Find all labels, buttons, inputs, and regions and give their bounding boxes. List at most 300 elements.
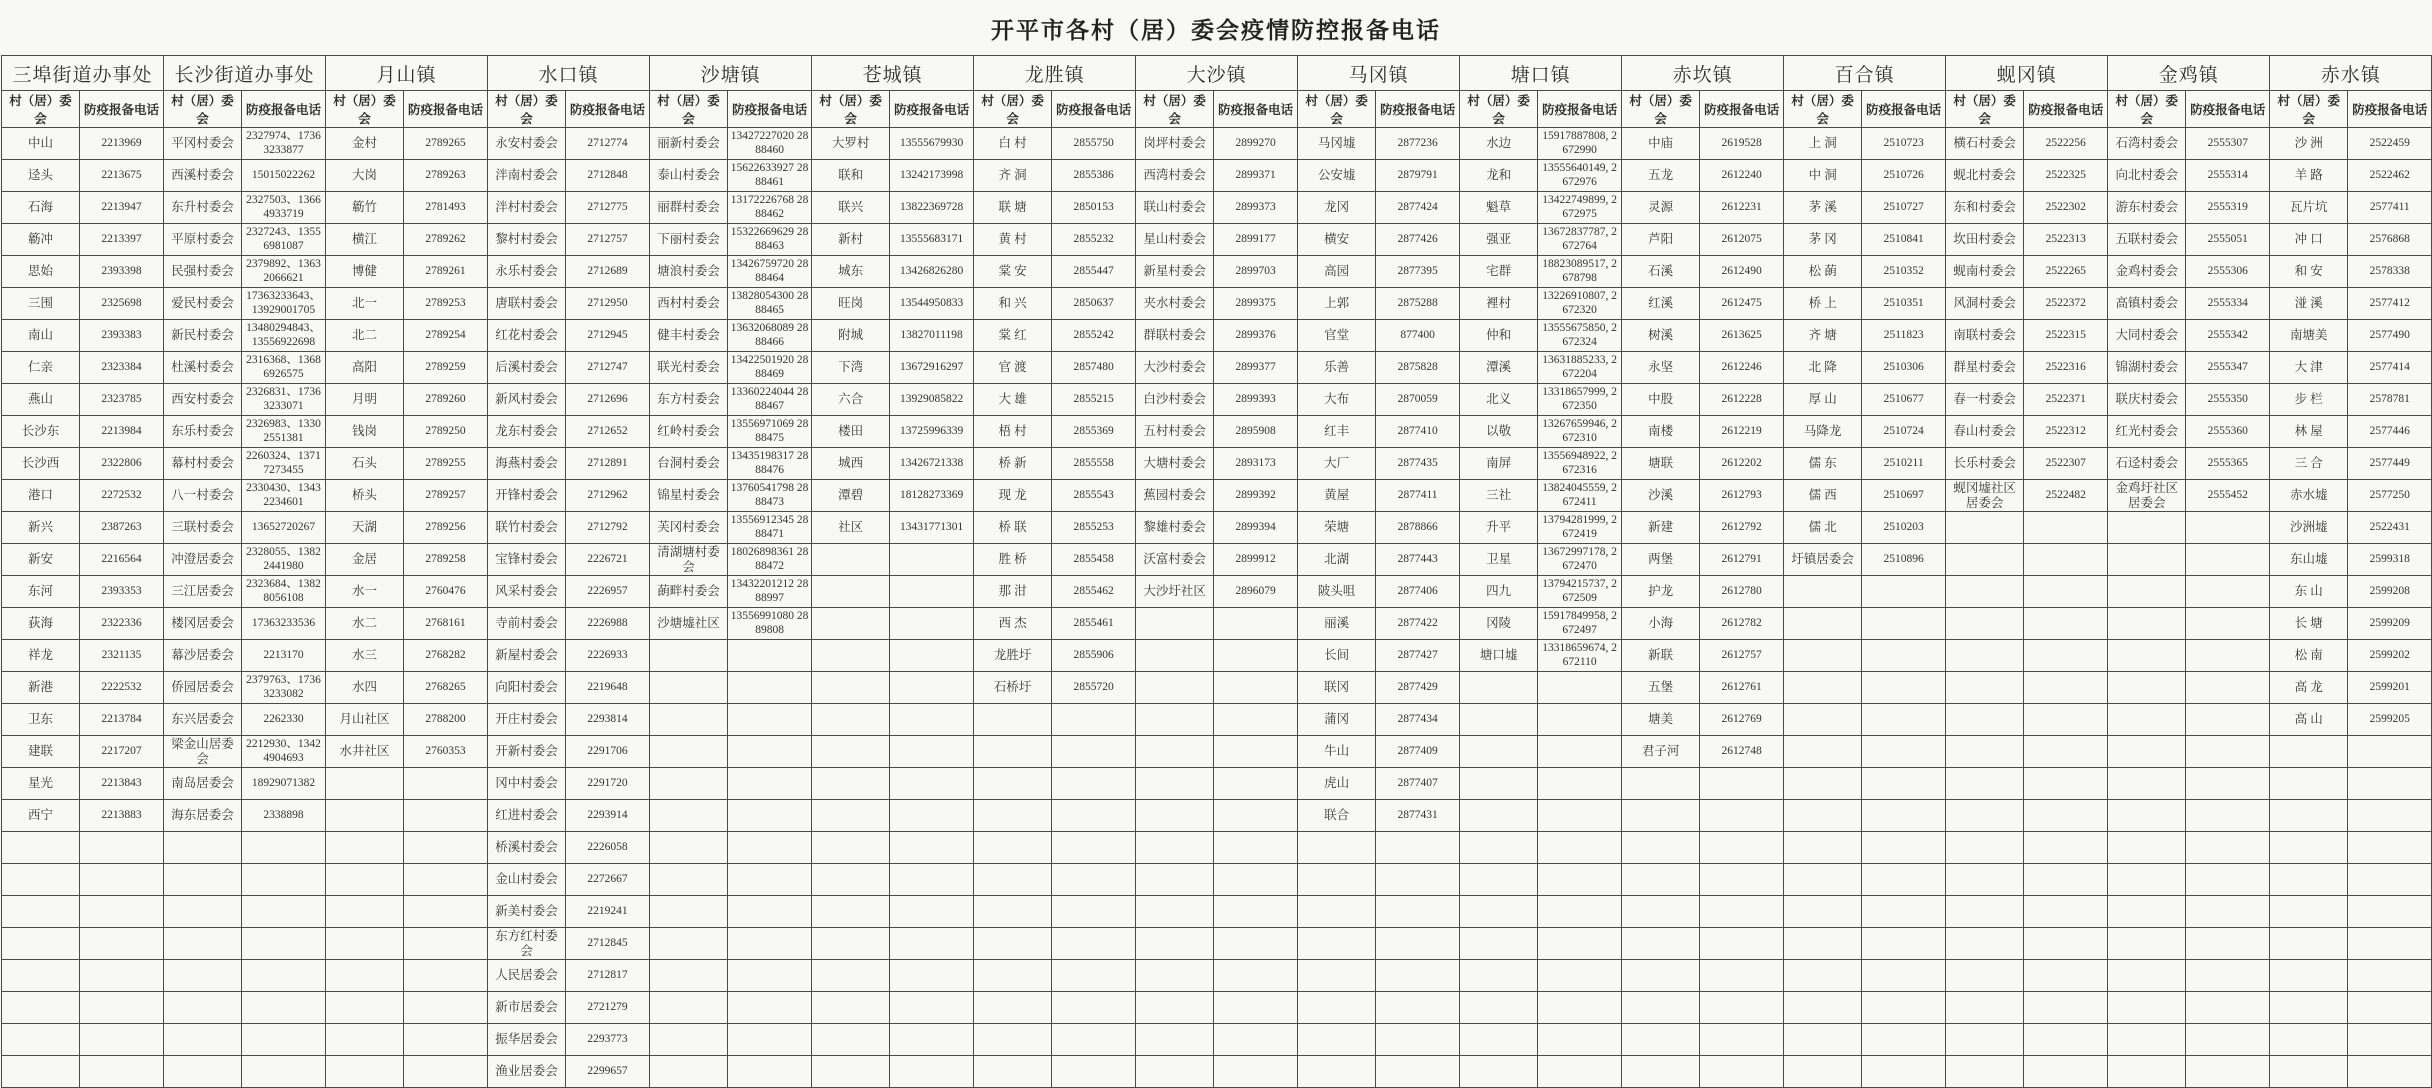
village-name-cell: 陂头咀 xyxy=(1298,576,1376,608)
phone-cell: 2387263 xyxy=(80,512,164,544)
village-name-cell xyxy=(1946,800,2024,832)
phone-cell: 2555347 xyxy=(2186,352,2270,384)
phone-cell xyxy=(890,704,974,736)
village-name-cell xyxy=(812,608,890,640)
village-name-cell: 大 津 xyxy=(2270,352,2348,384)
phone-cell xyxy=(2348,960,2432,992)
village-name-cell: 梧 村 xyxy=(974,416,1052,448)
village-name-cell: 南屏 xyxy=(1460,448,1538,480)
village-name-cell: 沙溪 xyxy=(1622,480,1700,512)
phone-cell xyxy=(1538,672,1622,704)
village-name-cell: 联冈 xyxy=(1298,672,1376,704)
phone-cell: 2613625 xyxy=(1700,320,1784,352)
phone-cell: 2555306 xyxy=(2186,256,2270,288)
phone-cell xyxy=(890,544,974,576)
phone-cell xyxy=(80,992,164,1024)
phone-cell xyxy=(1052,768,1136,800)
village-name-cell: 健丰村委会 xyxy=(650,320,728,352)
village-name-cell xyxy=(1136,960,1214,992)
phone-cell: 2577446 xyxy=(2348,416,2432,448)
phone-cell xyxy=(2024,1056,2108,1088)
phone-cell: 2393353 xyxy=(80,576,164,608)
phone-cell: 2879791 xyxy=(1376,160,1460,192)
phone-cell: 2612782 xyxy=(1700,608,1784,640)
phone-cell: 2577411 xyxy=(2348,192,2432,224)
phone-cell: 2555360 xyxy=(2186,416,2270,448)
village-name-cell: 龙冈 xyxy=(1298,192,1376,224)
phone-cell xyxy=(1862,864,1946,896)
phone-cell: 2327503、13664933719 xyxy=(242,192,326,224)
village-name-cell: 瓦片坑 xyxy=(2270,192,2348,224)
village-name-cell xyxy=(1298,896,1376,928)
village-name-cell: 龙和 xyxy=(1460,160,1538,192)
phone-cell xyxy=(1862,896,1946,928)
phone-cell: 2899376 xyxy=(1214,320,1298,352)
village-name-cell xyxy=(974,896,1052,928)
phone-cell xyxy=(1376,928,1460,960)
phone-cell xyxy=(1538,992,1622,1024)
village-name-cell: 桥 上 xyxy=(1784,288,1862,320)
village-name-cell: 长乐村委会 xyxy=(1946,448,2024,480)
phone-cell xyxy=(728,704,812,736)
phone-cell xyxy=(2348,1056,2432,1088)
table-row xyxy=(2,288,2432,320)
village-name-cell: 蚬南村委会 xyxy=(1946,256,2024,288)
village-name-cell xyxy=(2,896,80,928)
phone-cell: 2510677 xyxy=(1862,384,1946,416)
phone-cell: 2899177 xyxy=(1214,224,1298,256)
table-row xyxy=(2,512,2432,544)
phone-cell xyxy=(1376,896,1460,928)
village-name-cell xyxy=(650,832,728,864)
village-name-cell xyxy=(2270,1056,2348,1088)
village-name-cell: 新港 xyxy=(2,672,80,704)
village-name-cell: 南联村委会 xyxy=(1946,320,2024,352)
village-name-cell: 簕冲 xyxy=(2,224,80,256)
phone-cell: 2555314 xyxy=(2186,160,2270,192)
phone-cell: 2899392 xyxy=(1214,480,1298,512)
phone-cell: 2712962 xyxy=(566,480,650,512)
table-row xyxy=(2,640,2432,672)
village-name-cell: 西湾村委会 xyxy=(1136,160,1214,192)
village-name-cell xyxy=(650,992,728,1024)
village-name-cell xyxy=(1136,864,1214,896)
village-column-header: 村（居）委会 xyxy=(1136,91,1214,128)
village-name-cell: 林 屋 xyxy=(2270,416,2348,448)
phone-cell: 13432201212 2888997 xyxy=(728,576,812,608)
village-name-cell: 新星村委会 xyxy=(1136,256,1214,288)
village-name-cell: 大罗村 xyxy=(812,128,890,160)
phone-cell xyxy=(1862,1056,1946,1088)
village-name-cell xyxy=(326,864,404,896)
phone-cell: 13822369728 xyxy=(890,192,974,224)
phone-cell: 2522315 xyxy=(2024,320,2108,352)
phone-cell: 2877410 xyxy=(1376,416,1460,448)
phone-cell xyxy=(890,768,974,800)
phone-cell xyxy=(2186,736,2270,768)
phone-cell xyxy=(242,992,326,1024)
phone-cell: 2789265 xyxy=(404,128,488,160)
village-name-cell: 马降龙 xyxy=(1784,416,1862,448)
phone-cell xyxy=(728,1024,812,1056)
village-name-cell xyxy=(2108,832,2186,864)
village-name-cell: 水一 xyxy=(326,576,404,608)
village-name-cell xyxy=(2270,896,2348,928)
phone-cell xyxy=(1376,1056,1460,1088)
village-name-cell xyxy=(1460,768,1538,800)
phone-cell: 15015022262 xyxy=(242,160,326,192)
phone-cell xyxy=(80,896,164,928)
village-name-cell: 振华居委会 xyxy=(488,1024,566,1056)
phone-cell: 2322336 xyxy=(80,608,164,640)
phone-cell: 2899393 xyxy=(1214,384,1298,416)
village-name-cell: 杜溪村委会 xyxy=(164,352,242,384)
phone-cell: 18128273369 xyxy=(890,480,974,512)
table-row xyxy=(2,800,2432,832)
village-name-cell xyxy=(1136,832,1214,864)
phone-cell: 2712891 xyxy=(566,448,650,480)
phone-cell: 2712848 xyxy=(566,160,650,192)
phone-cell: 2877407 xyxy=(1376,768,1460,800)
phone-cell: 13824045559, 2672411 xyxy=(1538,480,1622,512)
phone-column-header: 防疫报备电话 xyxy=(1700,91,1784,128)
phone-cell xyxy=(2024,704,2108,736)
phone-cell xyxy=(1700,864,1784,896)
phone-cell: 2555051 xyxy=(2186,224,2270,256)
phone-cell xyxy=(2186,608,2270,640)
phone-cell xyxy=(1376,992,1460,1024)
phone-cell: 2555350 xyxy=(2186,384,2270,416)
village-name-cell xyxy=(650,960,728,992)
phone-cell: 2789263 xyxy=(404,160,488,192)
village-name-cell xyxy=(1946,928,2024,960)
table-row xyxy=(2,896,2432,928)
phone-cell: 17363233643、13929001705 xyxy=(242,288,326,320)
village-name-cell: 春一村委会 xyxy=(1946,384,2024,416)
village-column-header: 村（居）委会 xyxy=(2,91,80,128)
village-name-cell: 五龙 xyxy=(1622,160,1700,192)
village-name-cell xyxy=(2270,800,2348,832)
village-column-header: 村（居）委会 xyxy=(974,91,1052,128)
phone-cell xyxy=(242,928,326,960)
phone-cell: 2789261 xyxy=(404,256,488,288)
village-name-cell: 荻海 xyxy=(2,608,80,640)
village-name-cell: 五联村委会 xyxy=(2108,224,2186,256)
table-row xyxy=(2,192,2432,224)
village-name-cell: 步 栏 xyxy=(2270,384,2348,416)
village-name-cell: 博健 xyxy=(326,256,404,288)
phone-cell xyxy=(1052,928,1136,960)
village-name-cell xyxy=(1136,992,1214,1024)
phone-cell: 2510697 xyxy=(1862,480,1946,512)
phone-cell xyxy=(728,736,812,768)
village-name-cell xyxy=(1784,576,1862,608)
village-name-cell xyxy=(1136,672,1214,704)
village-name-cell xyxy=(1784,736,1862,768)
phone-cell: 2522431 xyxy=(2348,512,2432,544)
phone-cell xyxy=(1700,896,1784,928)
phone-cell: 2768265 xyxy=(404,672,488,704)
village-name-cell xyxy=(1946,864,2024,896)
phone-cell: 2612475 xyxy=(1700,288,1784,320)
phone-cell xyxy=(2186,1056,2270,1088)
phone-cell xyxy=(1538,768,1622,800)
village-name-cell: 黎雄村委会 xyxy=(1136,512,1214,544)
village-name-cell: 平原村委会 xyxy=(164,224,242,256)
village-name-cell xyxy=(164,1056,242,1088)
phone-cell: 2877431 xyxy=(1376,800,1460,832)
phone-cell xyxy=(242,864,326,896)
phone-cell: 2789256 xyxy=(404,512,488,544)
village-name-cell xyxy=(1946,608,2024,640)
phone-cell xyxy=(242,1024,326,1056)
village-name-cell: 联 塘 xyxy=(974,192,1052,224)
phone-cell xyxy=(728,800,812,832)
village-name-cell: 楼田 xyxy=(812,416,890,448)
village-name-cell xyxy=(2270,832,2348,864)
phone-cell xyxy=(2024,736,2108,768)
phone-cell xyxy=(2024,576,2108,608)
phone-cell xyxy=(728,1056,812,1088)
village-name-cell xyxy=(974,928,1052,960)
village-name-cell: 高 山 xyxy=(2270,704,2348,736)
phone-cell xyxy=(242,832,326,864)
village-name-cell: 君子河 xyxy=(1622,736,1700,768)
village-name-cell xyxy=(2108,992,2186,1024)
village-name-cell xyxy=(2108,544,2186,576)
phone-cell xyxy=(2186,672,2270,704)
village-name-cell xyxy=(164,992,242,1024)
phone-cell: 2612075 xyxy=(1700,224,1784,256)
village-name-cell: 儒 北 xyxy=(1784,512,1862,544)
village-column-header: 村（居）委会 xyxy=(1784,91,1862,128)
phone-cell xyxy=(890,800,974,832)
phone-cell: 2213947 xyxy=(80,192,164,224)
village-name-cell xyxy=(1298,992,1376,1024)
phone-cell xyxy=(404,800,488,832)
phone-cell xyxy=(1700,1024,1784,1056)
phone-cell: 13556912345 2888471 xyxy=(728,512,812,544)
phone-cell: 2899375 xyxy=(1214,288,1298,320)
phone-cell xyxy=(1052,704,1136,736)
phone-cell: 13318657999, 2672350 xyxy=(1538,384,1622,416)
table-row xyxy=(2,832,2432,864)
village-name-cell xyxy=(326,928,404,960)
phone-cell: 2612761 xyxy=(1700,672,1784,704)
phone-cell: 2899270 xyxy=(1214,128,1298,160)
phone-cell: 2379892、13632066621 xyxy=(242,256,326,288)
phone-cell xyxy=(1052,1024,1136,1056)
village-name-cell xyxy=(1622,832,1700,864)
village-name-cell xyxy=(812,576,890,608)
phone-cell xyxy=(728,640,812,672)
village-name-cell: 长沙西 xyxy=(2,448,80,480)
village-name-cell: 和 安 xyxy=(2270,256,2348,288)
village-name-cell: 龙东村委会 xyxy=(488,416,566,448)
phone-cell: 2555334 xyxy=(2186,288,2270,320)
phone-cell xyxy=(1214,640,1298,672)
village-name-cell xyxy=(1622,896,1700,928)
phone-column-header: 防疫报备电话 xyxy=(728,91,812,128)
village-name-cell: 中山 xyxy=(2,128,80,160)
village-name-cell xyxy=(2108,864,2186,896)
phone-cell xyxy=(2024,672,2108,704)
phone-cell: 2712792 xyxy=(566,512,650,544)
phone-cell: 2855906 xyxy=(1052,640,1136,672)
village-name-cell: 魁草 xyxy=(1460,192,1538,224)
village-name-cell: 黄 村 xyxy=(974,224,1052,256)
phone-cell xyxy=(1538,1056,1622,1088)
phone-cell: 2612748 xyxy=(1700,736,1784,768)
phone-cell: 13827011198 xyxy=(890,320,974,352)
phone-cell: 2855242 xyxy=(1052,320,1136,352)
village-name-cell xyxy=(812,960,890,992)
phone-cell: 2612780 xyxy=(1700,576,1784,608)
phone-cell: 2293814 xyxy=(566,704,650,736)
village-name-cell: 六合 xyxy=(812,384,890,416)
village-name-cell: 金山村委会 xyxy=(488,864,566,896)
village-name-cell: 北一 xyxy=(326,288,404,320)
phone-cell xyxy=(1214,608,1298,640)
village-name-cell: 灵源 xyxy=(1622,192,1700,224)
village-name-cell: 城东 xyxy=(812,256,890,288)
village-name-cell xyxy=(650,1056,728,1088)
phone-cell: 2789259 xyxy=(404,352,488,384)
phone-cell xyxy=(1700,832,1784,864)
phone-cell: 2878866 xyxy=(1376,512,1460,544)
village-name-cell xyxy=(1136,768,1214,800)
phone-cell xyxy=(1538,864,1622,896)
phone-cell: 2510352 xyxy=(1862,256,1946,288)
village-name-cell: 沙 洲 xyxy=(2270,128,2348,160)
village-name-cell xyxy=(812,768,890,800)
village-name-cell xyxy=(2108,512,2186,544)
phone-cell xyxy=(404,864,488,896)
phone-cell: 2213675 xyxy=(80,160,164,192)
village-name-cell: 马冈墟 xyxy=(1298,128,1376,160)
village-name-cell: 红丰 xyxy=(1298,416,1376,448)
phone-cell xyxy=(2024,1024,2108,1056)
village-name-cell xyxy=(812,1056,890,1088)
phone-cell xyxy=(1700,768,1784,800)
phone-cell xyxy=(1538,736,1622,768)
table-row xyxy=(2,768,2432,800)
village-name-cell: 松 蓢 xyxy=(1784,256,1862,288)
phone-cell xyxy=(2186,768,2270,800)
phone-cell: 2599209 xyxy=(2348,608,2432,640)
village-name-cell xyxy=(1460,992,1538,1024)
village-name-cell: 丽溪 xyxy=(1298,608,1376,640)
village-name-cell: 以敬 xyxy=(1460,416,1538,448)
village-name-cell xyxy=(326,800,404,832)
village-name-cell: 乐善 xyxy=(1298,352,1376,384)
phone-cell xyxy=(80,928,164,960)
phone-cell xyxy=(890,736,974,768)
phone-cell: 2219648 xyxy=(566,672,650,704)
village-name-cell: 潭碧 xyxy=(812,480,890,512)
phone-cell: 2877424 xyxy=(1376,192,1460,224)
village-name-cell xyxy=(2108,576,2186,608)
phone-cell: 2855720 xyxy=(1052,672,1136,704)
village-name-cell: 桥头 xyxy=(326,480,404,512)
village-name-cell: 月山社区 xyxy=(326,704,404,736)
village-name-cell xyxy=(2270,928,2348,960)
phone-cell: 2213883 xyxy=(80,800,164,832)
phone-cell xyxy=(1052,800,1136,832)
village-name-cell xyxy=(974,992,1052,1024)
phone-cell: 2855232 xyxy=(1052,224,1136,256)
village-name-cell: 东乐村委会 xyxy=(164,416,242,448)
phone-cell: 2712845 xyxy=(566,928,650,960)
village-name-cell: 联庆村委会 xyxy=(2108,384,2186,416)
phone-column-header: 防疫报备电话 xyxy=(1214,91,1298,128)
table-row xyxy=(2,576,2432,608)
phone-cell: 2599201 xyxy=(2348,672,2432,704)
phone-cell: 2522265 xyxy=(2024,256,2108,288)
phone-cell: 2712747 xyxy=(566,352,650,384)
phone-cell xyxy=(1214,832,1298,864)
phone-column-header: 防疫报备电话 xyxy=(404,91,488,128)
village-name-cell: 石海 xyxy=(2,192,80,224)
village-name-cell: 新兴 xyxy=(2,512,80,544)
phone-cell xyxy=(1376,832,1460,864)
table-row xyxy=(2,480,2432,512)
village-name-cell: 永坚 xyxy=(1622,352,1700,384)
village-name-cell: 平冈村委会 xyxy=(164,128,242,160)
village-name-cell xyxy=(2,864,80,896)
village-name-cell xyxy=(1136,896,1214,928)
village-name-cell xyxy=(1784,1024,1862,1056)
phone-cell xyxy=(1862,992,1946,1024)
village-name-cell xyxy=(1784,800,1862,832)
village-name-cell: 小海 xyxy=(1622,608,1700,640)
phone-cell xyxy=(404,1024,488,1056)
village-name-cell: 水三 xyxy=(326,640,404,672)
village-name-cell: 上郭 xyxy=(1298,288,1376,320)
village-column-header: 村（居）委会 xyxy=(2270,91,2348,128)
table-row xyxy=(2,864,2432,896)
phone-cell xyxy=(1538,832,1622,864)
village-name-cell xyxy=(1460,960,1538,992)
phone-cell xyxy=(2024,544,2108,576)
village-name-cell: 旺岗 xyxy=(812,288,890,320)
village-name-cell: 中 洞 xyxy=(1784,160,1862,192)
village-name-cell: 春山村委会 xyxy=(1946,416,2024,448)
village-name-cell: 新美村委会 xyxy=(488,896,566,928)
phone-column-header: 防疫报备电话 xyxy=(890,91,974,128)
phone-cell: 13631885233, 2672204 xyxy=(1538,352,1622,384)
phone-cell: 2213170 xyxy=(242,640,326,672)
phone-cell xyxy=(2024,640,2108,672)
village-name-cell: 潭溪 xyxy=(1460,352,1538,384)
phone-cell: 15917887808, 2672990 xyxy=(1538,128,1622,160)
phone-cell: 2877435 xyxy=(1376,448,1460,480)
phone-cell xyxy=(2348,768,2432,800)
village-name-cell xyxy=(164,864,242,896)
phone-cell xyxy=(2024,608,2108,640)
village-name-cell: 蓢畔村委会 xyxy=(650,576,728,608)
village-name-cell: 大岗 xyxy=(326,160,404,192)
village-name-cell: 三江居委会 xyxy=(164,576,242,608)
phone-cell: 13760541798 2888473 xyxy=(728,480,812,512)
phone-cell: 2522312 xyxy=(2024,416,2108,448)
village-name-cell xyxy=(2,960,80,992)
village-name-cell xyxy=(2,992,80,1024)
phone-cell xyxy=(2186,960,2270,992)
phone-cell: 2855369 xyxy=(1052,416,1136,448)
village-name-cell: 南塘美 xyxy=(2270,320,2348,352)
table-row xyxy=(2,672,2432,704)
